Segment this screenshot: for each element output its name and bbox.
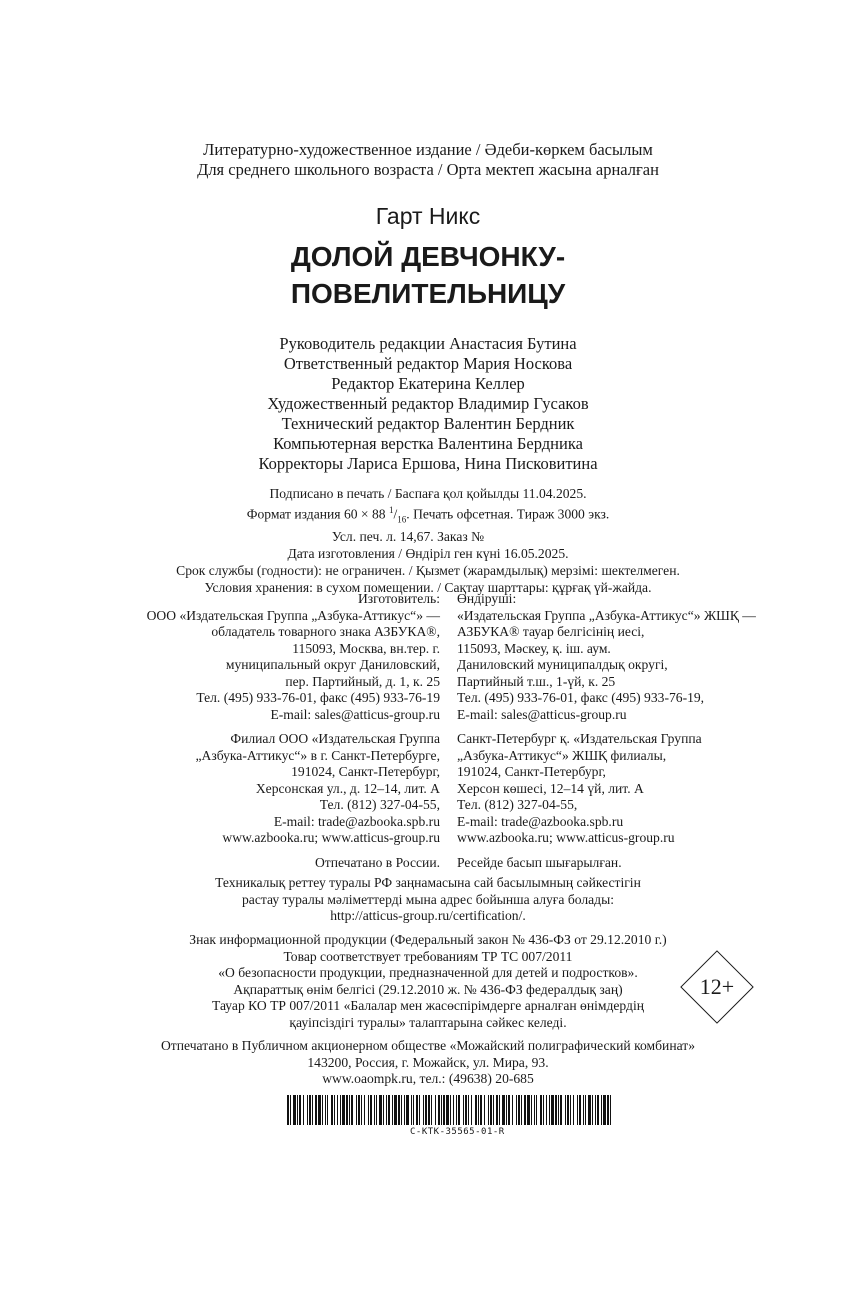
mfr-ru-line: 115093, Москва, вн.тер. г.	[292, 640, 440, 656]
format-line: Формат издания 60 × 88 $^1/_{16}$. Печать офсетная. Тираж 3000 экз.	[246, 505, 610, 525]
barcode-bar	[499, 1095, 500, 1125]
barcode-bar	[423, 1095, 424, 1125]
barcode-bar	[358, 1095, 360, 1125]
barcode-bar	[450, 1095, 451, 1125]
made-date: Дата изготовления / Өндіріл ген күні 16.05.2025.	[287, 546, 569, 562]
mfr-kz-line: «Издательская Группа „Азбука-Аттикус“» ЖШҚ —	[457, 607, 756, 623]
barcode-bar	[361, 1095, 362, 1125]
format-post: . Печать офсетная. Тираж 3000 экз.	[406, 506, 610, 522]
barcode-bar	[518, 1095, 520, 1125]
mfr-kz-line: E-mail: sales@atticus-group.ru	[457, 706, 627, 722]
printed-in-russia: Отпечатано в России.	[314, 854, 440, 870]
mfr-kz-line: Партийный т.ш., 1-үй, к. 25	[457, 673, 616, 689]
barcode-text: С-КТК-35565-01-R	[410, 1127, 505, 1137]
staff-line: Корректоры Лариса Ершова, Нина Писковитина	[258, 454, 598, 473]
barcode-bar	[401, 1095, 402, 1125]
barcode-bar	[603, 1095, 606, 1125]
age-rating-badge	[680, 950, 754, 1024]
barcode-bar	[567, 1095, 569, 1125]
format-pre: Формат издания 60 × 88	[246, 506, 389, 522]
barcode-bar	[540, 1095, 542, 1125]
manufacturer-ru	[147, 591, 440, 871]
branch-kz-line: 191024, Санкт-Петербург,	[457, 764, 606, 779]
branch-kz-line: „Азбука-Аттикус“» ЖШҚ филиалы,	[457, 747, 667, 763]
barcode-bar	[325, 1095, 326, 1125]
manufacturer-kz	[457, 591, 756, 871]
barcode-bar	[506, 1095, 507, 1125]
barcode	[287, 1095, 613, 1125]
info-sign-line: Тауар КО ТР 007/2011 «Балалар мен жасөспірімдерге арналған өнімдердің	[211, 998, 645, 1013]
barcode-bar	[560, 1095, 562, 1125]
barcode-bar	[441, 1095, 442, 1125]
sheets-line: Усл. печ. л. 14,67. Заказ №	[331, 529, 485, 545]
barcode-bar	[416, 1095, 418, 1125]
barcode-bar	[356, 1095, 357, 1125]
barcode-bar	[453, 1095, 454, 1125]
printer-line: 143200, Россия, г. Можайск, ул. Мира, 93.	[307, 1054, 549, 1070]
printer-line: www.oaompk.ru, тел.: (49638) 20-685	[322, 1071, 534, 1086]
barcode-bar	[290, 1095, 291, 1125]
preface-line-2: Для среднего школьного возраста / Орта мектеп жасына арналған	[197, 160, 659, 179]
barcode-bar	[496, 1095, 498, 1125]
info-sign-line: қауіпсіздігі туралы» талаптарына сәйкес келеді.	[289, 1014, 567, 1030]
age-rating-label: 12+	[699, 974, 735, 999]
barcode-bar	[327, 1095, 328, 1125]
barcode-bar	[342, 1095, 345, 1125]
barcode-bar	[524, 1095, 526, 1125]
barcode-bar	[318, 1095, 321, 1125]
barcode-bar	[588, 1095, 591, 1125]
barcode-bar	[458, 1095, 460, 1125]
mfr-kz-line: 115093, Мәскеу, қ. іш. аум.	[457, 640, 611, 656]
mfr-kz-line: Өндіруші:	[457, 591, 517, 606]
branch-kz-line: www.azbooka.ru; www.atticus-group.ru	[457, 830, 675, 845]
barcode-bar	[592, 1095, 593, 1125]
staff-line: Технический редактор Валентин Бердник	[281, 414, 575, 433]
info-sign-line: Знак информационной продукции (Федеральный закон № 436-ФЗ от 29.12.2010 г.)	[189, 932, 667, 947]
barcode-bar	[299, 1095, 301, 1125]
barcode-bar	[543, 1095, 544, 1125]
info-sign-line: «О безопасности продукции, предназначенной для детей и подростков».	[218, 965, 638, 980]
barcode-bar	[404, 1095, 405, 1125]
signed-date: Подписано в печать / Баспаға қол қойылды 11.04.2025.	[269, 486, 587, 501]
barcode-bar	[376, 1095, 377, 1125]
barcode-bar	[585, 1095, 586, 1125]
barcode-bar	[597, 1095, 599, 1125]
barcode-bar	[297, 1095, 298, 1125]
staff-line: Компьютерная верстка Валентина Бердника	[273, 434, 583, 453]
branch-ru-line: Херсонская ул., д. 12–14, лит. А	[255, 780, 440, 796]
barcode-bar	[488, 1095, 489, 1125]
barcode-bar	[293, 1095, 296, 1125]
barcode-bar	[340, 1095, 341, 1125]
barcode-bar	[577, 1095, 578, 1125]
barcode-bar	[536, 1095, 537, 1125]
barcode-bar	[425, 1095, 427, 1125]
barcode-bar	[601, 1095, 602, 1125]
barcode-bar	[484, 1095, 485, 1125]
barcode-bar	[419, 1095, 420, 1125]
barcode-bar	[379, 1095, 382, 1125]
cert-line: http://atticus-group.ru/certification/.	[330, 908, 526, 923]
barcode-bar	[388, 1095, 390, 1125]
barcode-bar	[315, 1095, 317, 1125]
mfr-ru-line: E-mail: sales@atticus-group.ru	[270, 706, 440, 722]
barcode-bar	[287, 1095, 289, 1125]
barcode-bar	[610, 1095, 611, 1125]
barcode-bar	[502, 1095, 505, 1125]
branch-ru-line: E-mail: trade@azbooka.spb.ru	[273, 813, 440, 829]
barcode-bar	[413, 1095, 414, 1125]
staff-line: Редактор Екатерина Келлер	[331, 374, 525, 393]
barcode-bar	[565, 1095, 566, 1125]
barcode-bar	[549, 1095, 550, 1125]
printed-in-russia-kz: Ресейде басып шығарылған.	[457, 854, 622, 870]
barcode-bar	[521, 1095, 522, 1125]
barcode-bar	[490, 1095, 492, 1125]
barcode-bar	[406, 1095, 409, 1125]
barcode-bar	[465, 1095, 467, 1125]
barcode-bar	[331, 1095, 333, 1125]
barcode-bar	[309, 1095, 311, 1125]
branch-kz-line: Херсон көшесі, 12–14 үй, лит. А	[457, 780, 644, 796]
barcode-bar	[411, 1095, 412, 1125]
title-line-2: ПОВЕЛИТЕЛЬНИЦУ	[290, 278, 566, 309]
barcode-bar	[607, 1095, 609, 1125]
staff-line: Художественный редактор Владимир Гусаков	[267, 394, 589, 413]
info-sign-line: Ақпараттық өнім белгісі (29.12.2010 ж. № 436-ФЗ федералдық заң)	[233, 981, 623, 997]
book-title	[0, 238, 856, 312]
barcode-bar	[337, 1095, 338, 1125]
barcode-bar	[398, 1095, 400, 1125]
printer-info	[0, 1038, 856, 1088]
barcode-bar	[512, 1095, 513, 1125]
title-line-1: ДОЛОЙ ДЕВЧОНКУ-	[290, 241, 566, 272]
mfr-kz-line: АЗБУКА® тауар белгісінің иесі,	[457, 624, 645, 639]
mfr-ru-line: Тел. (495) 933-76-01, факс (495) 933-76-19	[196, 690, 440, 705]
barcode-bar	[531, 1095, 532, 1125]
cert-line: Техникалық реттеу туралы РФ заңнамасына сай басылымның сәйкестігін	[215, 875, 641, 890]
branch-ru-line: Филиал ООО «Издательская Группа	[230, 731, 440, 746]
branch-kz-line: E-mail: trade@azbooka.spb.ru	[457, 813, 624, 829]
staff-line: Руководитель редакции Анастасия Бутина	[279, 334, 577, 353]
print-info	[0, 485, 856, 596]
author: Гарт Никс	[375, 203, 481, 229]
mfr-ru-line: муниципальный округ Даниловский,	[225, 657, 440, 672]
barcode-bar	[312, 1095, 313, 1125]
barcode-bar	[508, 1095, 510, 1125]
barcode-bar	[570, 1095, 571, 1125]
staff-list	[0, 334, 856, 474]
barcode-bar	[480, 1095, 482, 1125]
barcode-bar	[573, 1095, 574, 1125]
preface	[0, 140, 856, 180]
barcode-bar	[431, 1095, 432, 1125]
barcode-bar	[546, 1095, 547, 1125]
service-life: Срок службы (годности): не ограничен. / Қызмет (жарамдылық) мерзімі: шектелмеген.	[176, 563, 680, 579]
barcode-bar	[446, 1095, 449, 1125]
barcode-bar	[595, 1095, 596, 1125]
branch-ru-line: www.azbooka.ru; www.atticus-group.ru	[222, 830, 440, 845]
barcode-bar	[322, 1095, 323, 1125]
barcode-bar	[534, 1095, 535, 1125]
barcode-bar	[435, 1095, 436, 1125]
mfr-ru-line: обладатель товарного знака АЗБУКА®,	[211, 624, 440, 639]
barcode-bar	[386, 1095, 387, 1125]
barcode-bar	[438, 1095, 440, 1125]
barcode-bar	[583, 1095, 584, 1125]
barcode-bar	[383, 1095, 384, 1125]
barcode-bar	[307, 1095, 308, 1125]
barcode-bar	[303, 1095, 304, 1125]
barcode-bar	[392, 1095, 393, 1125]
barcode-bar	[468, 1095, 469, 1125]
barcode-bar	[368, 1095, 369, 1125]
barcode-bar	[463, 1095, 464, 1125]
mfr-kz-line: Тел. (495) 933-76-01, факс (495) 933-76-19,	[457, 690, 705, 705]
barcode-bar	[471, 1095, 472, 1125]
mfr-ru-line: Изготовитель:	[357, 591, 440, 606]
barcode-bar	[555, 1095, 557, 1125]
staff-line: Ответственный редактор Мария Носкова	[283, 354, 573, 373]
mfr-kz-line: Даниловский муниципалдық округі,	[457, 657, 668, 672]
barcode-bar	[551, 1095, 554, 1125]
branch-ru-line: 191024, Санкт-Петербург,	[291, 764, 440, 779]
barcode-bar	[478, 1095, 479, 1125]
format-num: 1	[389, 505, 394, 515]
barcode-bar	[370, 1095, 372, 1125]
barcode-bar	[346, 1095, 348, 1125]
barcode-bar	[475, 1095, 477, 1125]
barcode-bar	[579, 1095, 581, 1125]
barcode-bar	[394, 1095, 397, 1125]
barcode-bar	[364, 1095, 365, 1125]
mfr-ru-line: ООО «Издательская Группа „Азбука-Аттикус“» —	[146, 607, 440, 623]
branch-ru-line: „Азбука-Аттикус“» в г. Санкт-Петербурге,	[195, 747, 440, 763]
barcode-bar	[456, 1095, 457, 1125]
barcode-bar	[516, 1095, 517, 1125]
preface-line-1: Литературно-художественное издание / Әдеби-көркем басылым	[203, 140, 653, 159]
certification	[0, 875, 856, 925]
info-sign-line: Товар соответствует требованиям ТР ТС 007/2011	[283, 948, 573, 964]
branch-kz-line: Тел. (812) 327-04-55,	[457, 797, 578, 812]
barcode-bar	[428, 1095, 430, 1125]
barcode-bar	[374, 1095, 375, 1125]
barcode-bar	[334, 1095, 335, 1125]
format-den: 16	[397, 514, 407, 525]
barcode-bar	[493, 1095, 494, 1125]
barcode-bar	[558, 1095, 559, 1125]
mfr-ru-line: пер. Партийный, д. 1, к. 25	[285, 673, 440, 689]
branch-ru-line: Тел. (812) 327-04-55,	[319, 797, 440, 812]
barcode-bar	[349, 1095, 350, 1125]
barcode-bar	[527, 1095, 530, 1125]
barcode-bar	[351, 1095, 353, 1125]
branch-kz-line: Санкт-Петербург қ. «Издательская Группа	[457, 731, 702, 746]
barcode-bar	[443, 1095, 445, 1125]
printer-line: Отпечатано в Публичном акционерном обществе «Можайский полиграфический комбинат»	[160, 1038, 696, 1053]
storage-conditions: Условия хранения: в сухом помещении. / Сақтау шарттары: құрғақ үй-жайда.	[204, 580, 652, 596]
cert-line: растау туралы мәліметтерді мына адрес бойынша алуға болады:	[242, 891, 614, 907]
